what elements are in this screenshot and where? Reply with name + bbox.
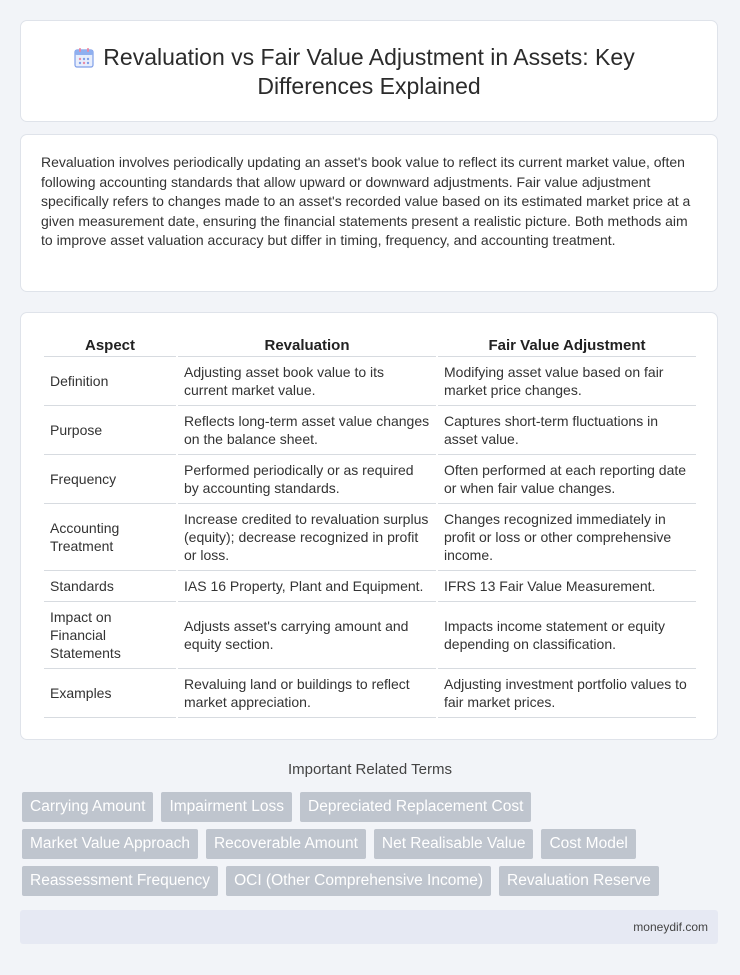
page-title: Revaluation vs Fair Value Adjustment in Assets: Key Differences Explained [103, 44, 635, 99]
related-term-tag[interactable]: Carrying Amount [22, 792, 153, 822]
revaluation-cell: Reflects long-term asset value changes on the balance sheet. [178, 406, 436, 455]
tag-row [22, 866, 722, 896]
related-terms [22, 792, 722, 903]
table-row [44, 602, 696, 669]
table-row [44, 406, 696, 455]
related-term-tag[interactable]: Reassessment Frequency [22, 866, 218, 896]
fair-value-cell: Impacts income statement or equity depending on classification. [438, 602, 696, 669]
tag-row [22, 792, 722, 822]
related-term-tag[interactable]: Cost Model [541, 829, 635, 859]
revaluation-cell: Adjusts asset's carrying amount and equity section. [178, 602, 436, 669]
related-term-tag[interactable]: Market Value Approach [22, 829, 198, 859]
table-row [44, 504, 696, 571]
fair-value-cell: Changes recognized immediately in profit or loss or other comprehensive income. [438, 504, 696, 571]
table-row [44, 669, 696, 718]
header-fair-value: Fair Value Adjustment [438, 332, 696, 357]
aspect-cell: Standards [44, 571, 176, 602]
aspect-cell: Frequency [44, 455, 176, 504]
fair-value-cell: Adjusting investment portfolio values to fair market prices. [438, 669, 696, 718]
title-card [20, 20, 718, 122]
table-row [44, 455, 696, 504]
table-row [44, 357, 696, 406]
related-term-tag[interactable]: Depreciated Replacement Cost [300, 792, 531, 822]
revaluation-cell: IAS 16 Property, Plant and Equipment. [178, 571, 436, 602]
intro-card [20, 134, 718, 292]
revaluation-cell: Adjusting asset book value to its current market value. [178, 357, 436, 406]
related-term-tag[interactable]: Net Realisable Value [374, 829, 534, 859]
aspect-cell: Purpose [44, 406, 176, 455]
fair-value-cell: IFRS 13 Fair Value Measurement. [438, 571, 696, 602]
header-aspect: Aspect [44, 332, 176, 357]
fair-value-cell: Captures short-term fluctuations in asset value. [438, 406, 696, 455]
related-terms-heading: Important Related Terms [288, 761, 452, 778]
fair-value-cell: Modifying asset value based on fair market price changes. [438, 357, 696, 406]
aspect-cell: Examples [44, 669, 176, 718]
footer [20, 910, 718, 944]
revaluation-cell: Performed periodically or as required by accounting standards. [178, 455, 436, 504]
table-header-row [44, 332, 696, 357]
intro-paragraph: Revaluation involves periodically updating an asset's book value to reflect its current market value, often following accounting standards that allow upward or downward adjustments. Fair value adjustment specifically refers to changes made to an asset's recorded value based on its estimated market price at a given measurement date, ensuring the financial statements present a realistic picture. Both methods aim to improve asset valuation accuracy but differ in timing, frequency, and accounting treatment. [41, 154, 691, 248]
comparison-card [20, 312, 718, 740]
table-row [44, 571, 696, 602]
related-term-tag[interactable]: Revaluation Reserve [499, 866, 659, 896]
revaluation-cell: Revaluing land or buildings to reflect market appreciation. [178, 669, 436, 718]
header-revaluation: Revaluation [178, 332, 436, 357]
comparison-table [42, 332, 698, 718]
aspect-cell: Impact on Financial Statements [44, 602, 176, 669]
revaluation-cell: Increase credited to revaluation surplus (equity); decrease recognized in profit or loss. [178, 504, 436, 571]
footer-site[interactable]: moneydif.com [633, 920, 708, 934]
related-term-tag[interactable]: Impairment Loss [161, 792, 292, 822]
aspect-cell: Definition [44, 357, 176, 406]
related-term-tag[interactable]: OCI (Other Comprehensive Income) [226, 866, 491, 896]
fair-value-cell: Often performed at each reporting date or when fair value changes. [438, 455, 696, 504]
tag-row [22, 829, 722, 859]
aspect-cell: Accounting Treatment [44, 504, 176, 571]
related-term-tag[interactable]: Recoverable Amount [206, 829, 366, 859]
